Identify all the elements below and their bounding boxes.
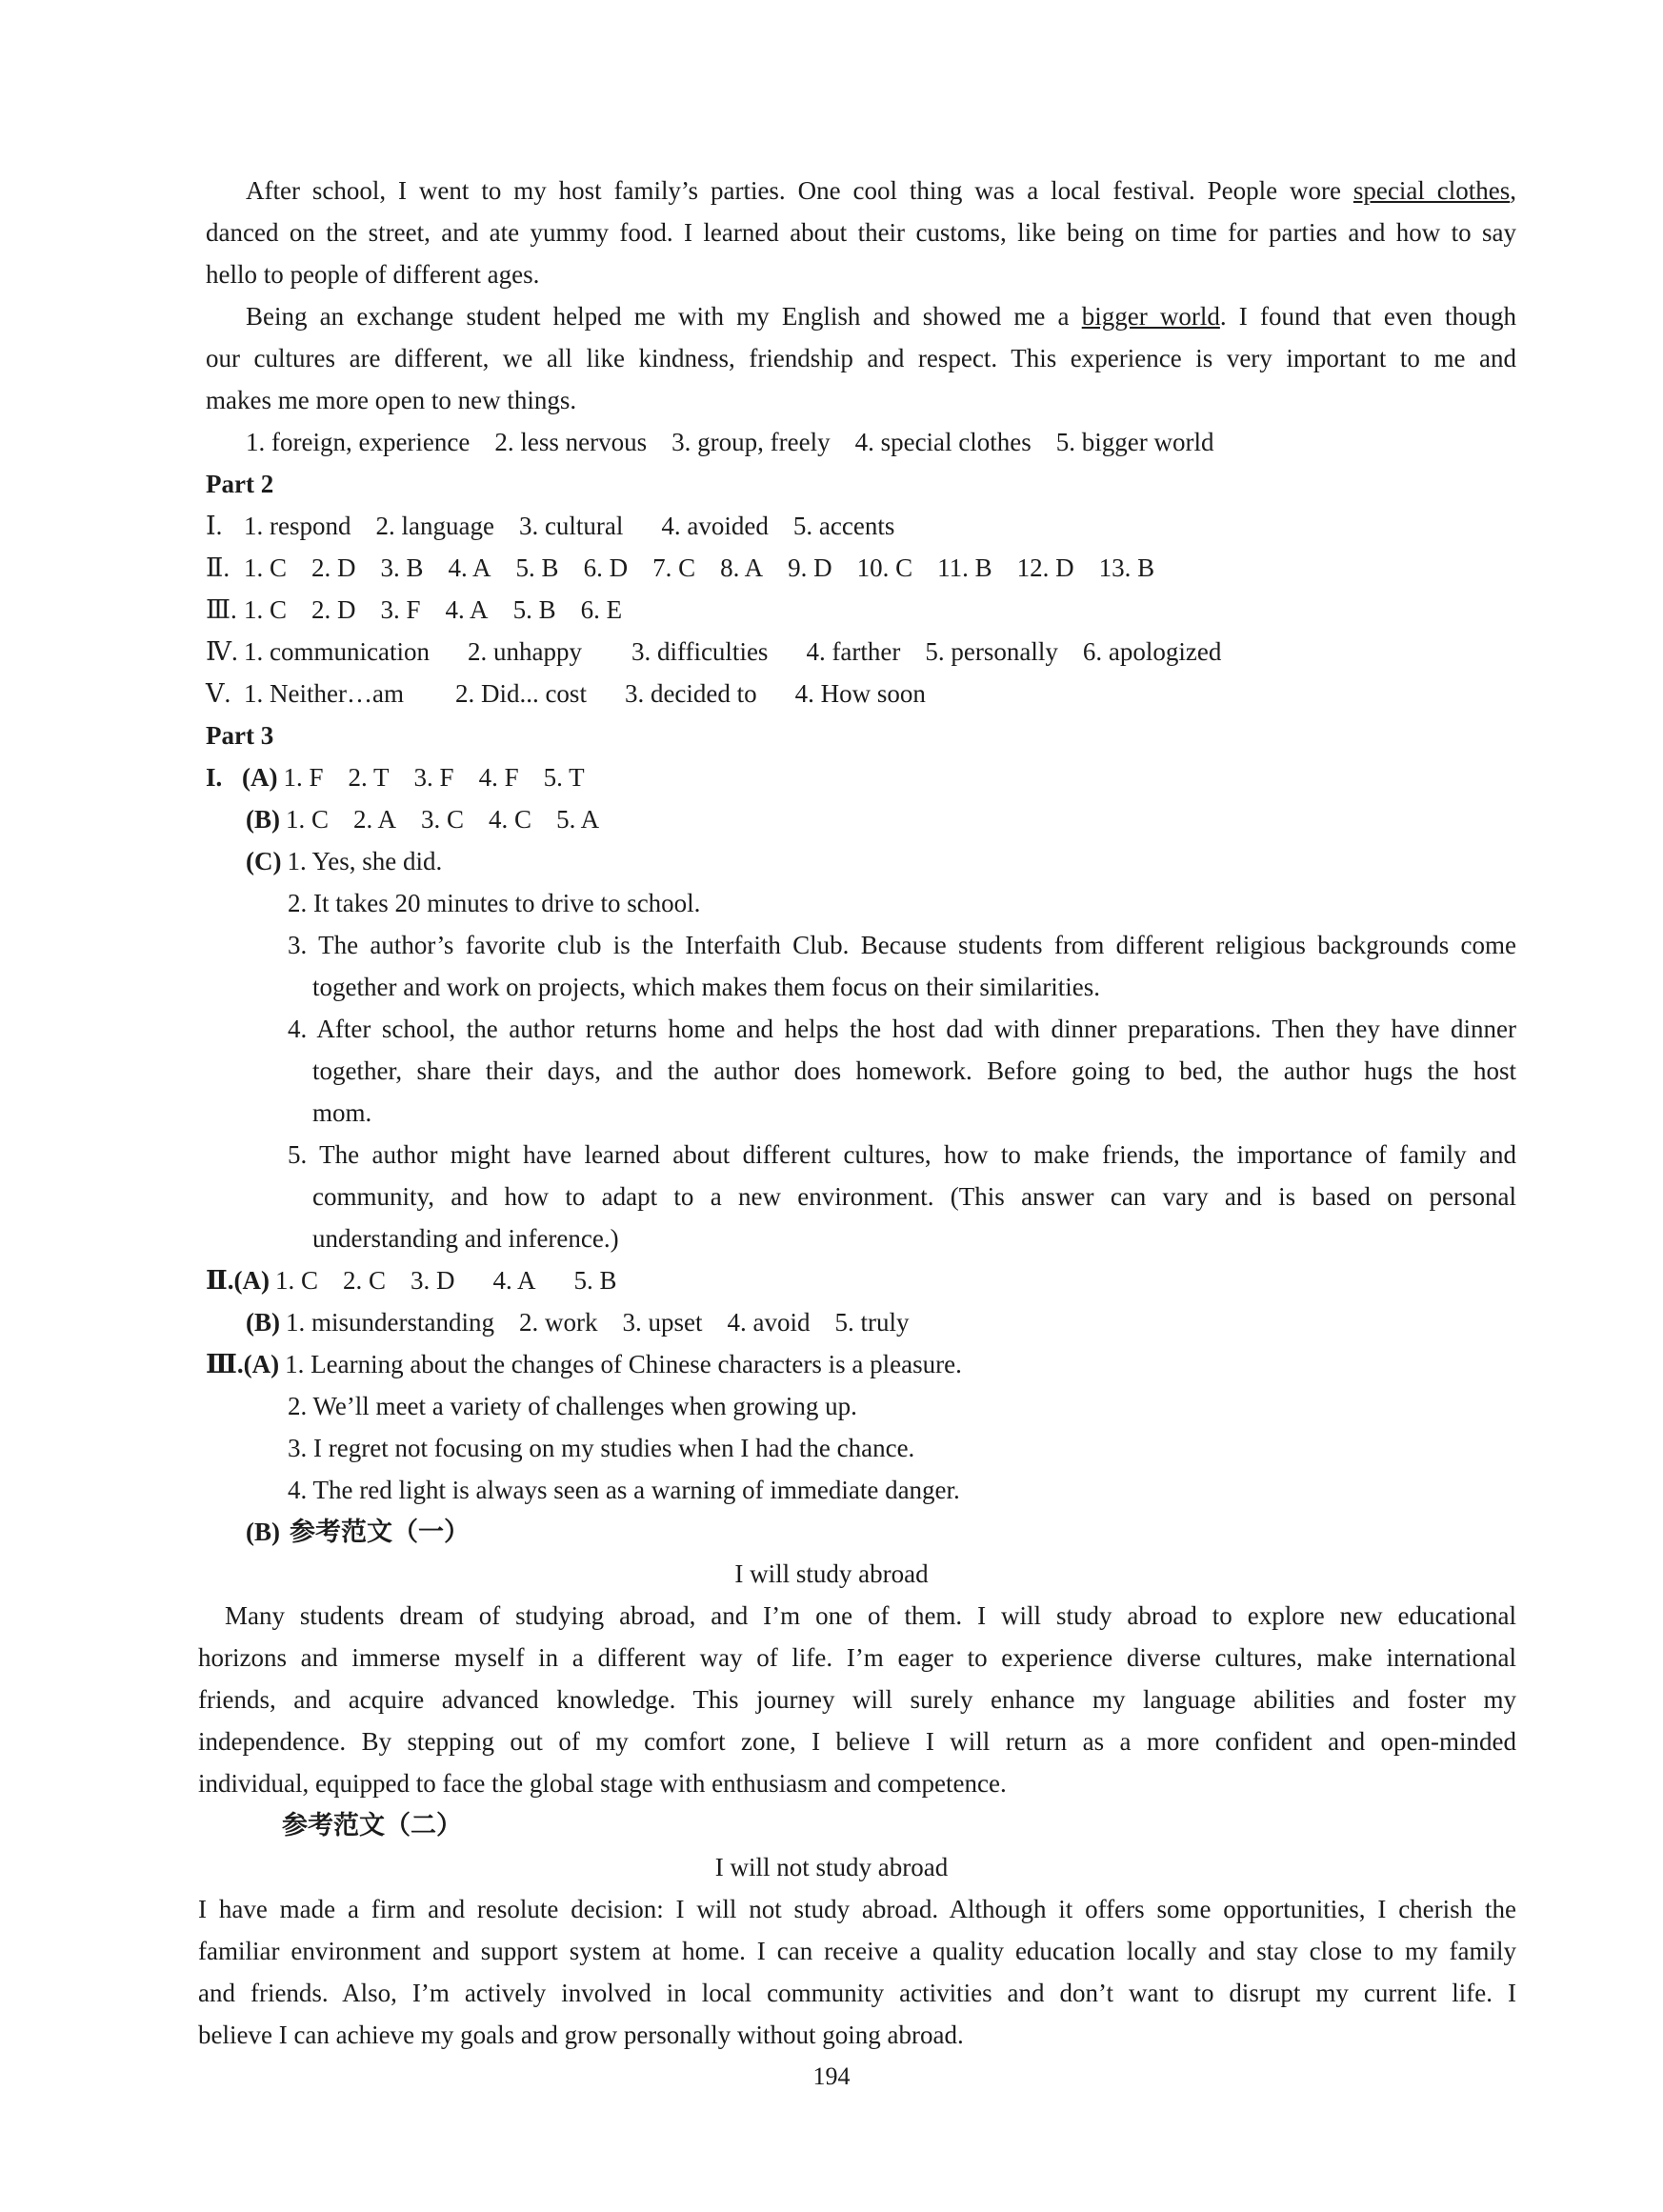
answer-item: 7. C — [652, 553, 696, 582]
answer-item: 9. D — [788, 553, 832, 582]
part3-I-C-q5-line1: 5. The author might have learned about different cultures, how to make friends, the importance of family and — [288, 1140, 1516, 1169]
sample-1-line-5: individual, equipped to face the global stage with enthusiasm and competence. — [198, 1769, 1007, 1798]
sub-label: (C) — [246, 847, 282, 875]
part3-I-C-q3-line1: 3. The author’s favorite club is the Interfaith Club. Because students from different religious backgrounds come — [288, 931, 1516, 959]
part3-I-C-q5-line3: understanding and inference.) — [312, 1224, 619, 1253]
roman-numeral: Ⅰ. — [206, 512, 223, 540]
underlined-phrase: special clothes — [1352, 176, 1511, 205]
part3-III-B-heading-1 — [246, 1511, 470, 1553]
part3-III-A-s2: 2. We’ll meet a variety of challenges when growing up. — [288, 1392, 857, 1420]
sample-1-line-4: independence. By stepping out of my comfort zone, I believe I will return as a more confident and open-minded — [198, 1727, 1516, 1756]
answer-item: 5. A — [556, 805, 600, 834]
sub-label: (B) — [246, 1308, 280, 1337]
answer-item: 1. foreign, experience — [246, 428, 471, 456]
answer-item: 2. less nervous — [494, 428, 648, 456]
sub-label: (B) — [246, 1518, 280, 1546]
sub-label: (A) — [243, 1350, 280, 1378]
part3-III-A-s3: 3. I regret not focusing on my studies when I had the chance. — [288, 1434, 915, 1462]
roman-numeral: Ⅳ. — [206, 637, 238, 666]
answer-item: 5. personally — [925, 637, 1058, 666]
answer-item: 4. How soon — [794, 679, 926, 708]
sample-2-line-2: familiar environment and support system at home. I can receive a quality education locally and stay close to my family — [198, 1937, 1516, 1965]
answer-item: 5. accents — [792, 512, 895, 540]
part3-I-C-q3-line2: together and work on projects, which makes them focus on their similarities. — [312, 973, 1101, 1001]
sub-label: (B) — [246, 805, 280, 834]
part3-title: Part 3 — [206, 721, 274, 750]
answer-item: 2. work — [518, 1308, 598, 1337]
answer-item: 1. respond — [244, 512, 351, 540]
answer-item: 3. upset — [622, 1308, 703, 1337]
answer-item: 4. A — [448, 553, 491, 582]
answer-item: 2. Did... cost — [454, 679, 587, 708]
answer-item: 4. A — [445, 595, 489, 624]
answer-item: 3. difficulties — [631, 637, 769, 666]
answer-item: 1. C — [286, 805, 330, 834]
answer-item: 4. A — [492, 1266, 536, 1295]
answer-item: 4. avoided — [661, 512, 769, 540]
answer-sentence: 1. Learning about the changes of Chinese characters is a pleasure. — [285, 1350, 962, 1378]
part3-I-C-q4-line2: together, share their days, and the author does homework. Before going to bed, the author hugs the host — [312, 1056, 1516, 1085]
part3-I-C-q4-line1: 4. After school, the author returns home and helps the host dad with dinner preparations. Then they have dinner — [288, 1015, 1516, 1043]
part3-I-C-q4-line3: mom. — [312, 1098, 372, 1127]
part3-I-A — [206, 756, 585, 798]
answer-item: 3. cultural — [518, 512, 624, 540]
answer-item: 13. B — [1098, 553, 1155, 582]
part2-section-3 — [206, 589, 622, 631]
answer-item: 4. F — [478, 763, 519, 792]
part2-section-4 — [206, 631, 1221, 673]
roman-numeral: I. — [206, 763, 223, 792]
roman-numeral: Ⅲ. — [206, 595, 237, 624]
answer-item: 1. communication — [244, 637, 430, 666]
answer-item: 3. C — [421, 805, 465, 834]
part1-answers — [246, 421, 1214, 463]
answer-item: 3. F — [380, 595, 421, 624]
answer-item: 6. E — [580, 595, 623, 624]
sample-2-line-1: I have made a firm and resolute decision: I will not study abroad. Although it offers some opportunities, I cherish the — [198, 1895, 1516, 1923]
answer-item: 1. F — [283, 763, 324, 792]
answer-item: 3. B — [380, 553, 424, 582]
paragraph-1-line-1: After school, I went to my host family’s parties. One cool thing was a local festival. People wore special clothes, — [246, 176, 1516, 205]
answer-item: 4. farther — [806, 637, 901, 666]
paragraph-2-line-3: makes me more open to new things. — [206, 386, 577, 414]
part3-III-A-s4: 4. The red light is always seen as a warning of immediate danger. — [288, 1476, 960, 1504]
answer-item: 2. T — [348, 763, 390, 792]
part2-section-2 — [206, 547, 1154, 589]
sub-label: (A) — [233, 1266, 270, 1295]
answer-item: 2. unhappy — [467, 637, 582, 666]
roman-numeral: Ⅱ. — [206, 1266, 234, 1295]
part3-I-B — [246, 798, 599, 840]
part3-I-C-q5-line2: community, and how to adapt to a new environment. (This answer can vary and is based on personal — [312, 1182, 1516, 1211]
sample-2-title: I will not study abroad — [714, 1853, 949, 1881]
answer-item: 4. avoid — [727, 1308, 811, 1337]
answer-item: 2. C — [343, 1266, 387, 1295]
answer-item: 2. D — [311, 595, 356, 624]
part3-I-C-q1 — [246, 840, 442, 882]
answer-sentence: 1. Yes, she did. — [287, 847, 443, 875]
answer-item: 1. Neither…am — [244, 679, 404, 708]
answer-item: 5. B — [512, 595, 556, 624]
sample-1-line-3: friends, and acquire advanced knowledge. This journey will surely enhance my language abilities and foster my — [198, 1685, 1516, 1714]
answer-item: 1. C — [275, 1266, 319, 1295]
roman-numeral: Ⅲ. — [206, 1350, 244, 1378]
sample-1-line-2: horizons and immerse myself in a different way of life. I’m eager to experience diverse cultures, make international — [198, 1643, 1516, 1672]
paragraph-2-line-2: our cultures are different, we all like kindness, friendship and respect. This experience is very important to me and — [206, 344, 1516, 372]
sub-label: (A) — [242, 763, 278, 792]
answer-item: 3. D — [411, 1266, 455, 1295]
paragraph-1-line-2: danced on the street, and ate yummy food. I learned about their customs, like being on time for parties and how to say — [206, 218, 1516, 247]
paragraph-1-line-3: hello to people of different ages. — [206, 260, 540, 289]
sample-1-line-1: Many students dream of studying abroad, and I’m one of them. I will study abroad to explore new educational — [225, 1601, 1516, 1630]
answer-item: 1. misunderstanding — [286, 1308, 494, 1337]
answer-item: 4. C — [489, 805, 532, 834]
answer-item: 6. D — [583, 553, 629, 582]
paragraph-2-line-1: Being an exchange student helped me with my English and showed me a bigger world. I found that even though — [246, 302, 1516, 331]
answer-item: 10. C — [856, 553, 913, 582]
sample-2-line-4: believe I can achieve my goals and grow personally without going abroad. — [198, 2021, 964, 2049]
part3-II-A — [206, 1259, 617, 1301]
answer-item: 1. C — [244, 553, 288, 582]
part3-II-B — [246, 1301, 909, 1343]
roman-numeral: Ⅱ. — [206, 553, 230, 582]
answer-item: 12. D — [1016, 553, 1074, 582]
answer-item: 2. language — [375, 512, 494, 540]
answer-item: 5. B — [515, 553, 559, 582]
answer-item: 4. special clothes — [854, 428, 1032, 456]
answer-item: 6. apologized — [1082, 637, 1222, 666]
page-number: 194 — [812, 2062, 851, 2090]
answer-item: 5. truly — [834, 1308, 910, 1337]
sample-2-heading: 参考范文（二） — [282, 1811, 462, 1840]
answer-item: 2. A — [353, 805, 397, 834]
answer-item: 8. A — [720, 553, 764, 582]
roman-numeral: Ⅴ. — [206, 679, 231, 708]
part3-I-C-q2: 2. It takes 20 minutes to drive to school. — [288, 889, 701, 917]
answer-item: 11. B — [937, 553, 992, 582]
sample-heading: 参考范文（一） — [290, 1518, 470, 1546]
answer-item: 3. group, freely — [671, 428, 831, 456]
part2-section-1 — [206, 505, 894, 547]
part2-title: Part 2 — [206, 470, 274, 498]
underlined-phrase: bigger world — [1081, 302, 1220, 331]
sample-1-title: I will study abroad — [734, 1559, 929, 1588]
part3-III-A-s1 — [206, 1343, 962, 1385]
answer-item: 1. C — [244, 595, 288, 624]
sample-2-line-3: and friends. Also, I’m actively involved in local community activities and don’t want to disrupt my current life. I — [198, 1979, 1516, 2007]
answer-item: 5. B — [573, 1266, 617, 1295]
answer-item: 3. decided to — [624, 679, 757, 708]
answer-item: 2. D — [311, 553, 356, 582]
part2-section-5 — [206, 673, 926, 714]
answer-item: 5. T — [543, 763, 585, 792]
answer-item: 5. bigger world — [1055, 428, 1214, 456]
answer-item: 3. F — [413, 763, 454, 792]
